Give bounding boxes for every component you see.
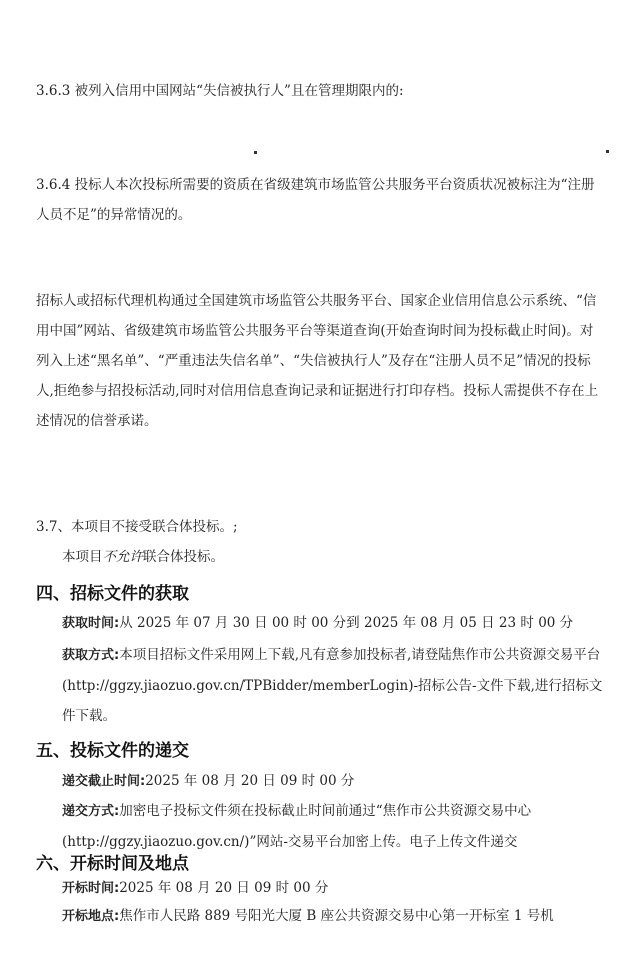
submit-method: 递交方式:加密电子投标文件须在投标截止时间前通过“焦作市公共资源交易中心(http://ggzy.jiaozuo.gov.cn/)”网站-交易平台加密上传。电子上传文件递交 (62, 803, 532, 850)
scan-dot (254, 151, 257, 154)
section-heading-6: 六、开标时间及地点 (36, 854, 189, 874)
get-time: 获取时间:从 2025 年 07 月 30 日 00 时 00 分到 2025 年 08 月 05 日 23 时 00 分 (62, 615, 574, 631)
get-way: 获取方式:本项目招标文件采用网上下载,凡有意参加投标者,请登陆焦作市公共资源交易平台(http://ggzy.jiaozuo.gov.cn/TPBidder/memberLogin)-招标公告-文件下载,进行招标文件下载。 (62, 647, 603, 724)
section-heading-5: 五、投标文件的递交 (36, 741, 189, 761)
clause-3-7: 3.7、本项目不接受联合体投标。; (36, 519, 238, 535)
scan-dot (606, 150, 609, 153)
submit-deadline: 递交截止时间:2025 年 08 月 20 日 09 时 00 分 (62, 773, 355, 789)
consortium-note: 本项目不允许联合体投标。 (62, 549, 224, 565)
clause-3-6-4: 3.6.4 投标人本次投标所需要的资质在省级建筑市场监管公共服务平台资质状况被标注为“注册人员不足”的异常情况的。 (36, 177, 595, 223)
credit-check-paragraph: 招标人或招标代理机构通过全国建筑市场监管公共服务平台、国家企业信用信息公示系统、“信用中国”网站、省级建筑市场监管公共服务平台等渠道查询(开始查询时间为投标截止时间)。对列入上述“黑名单”、“严重违法失信名单”、“失信被执行人”及存在“注册人员不足”情况的投标人,拒绝参与招投标活动,同时对信用信息查询记录和证据进行打印存档。投标人需提供不存在上述情况的信誉承诺。 (36, 293, 599, 429)
section-heading-4: 四、招标文件的获取 (36, 584, 189, 604)
open-time: 开标时间:2025 年 08 月 20 日 09 时 00 分 (62, 880, 329, 896)
clause-3-6-3: 3.6.3 被列入信用中国网站“失信被执行人”且在管理期限内的: (36, 83, 404, 99)
open-place: 开标地点:焦作市人民路 889 号阳光大厦 B 座公共资源交易中心第一开标室 1 号机 (62, 908, 554, 924)
